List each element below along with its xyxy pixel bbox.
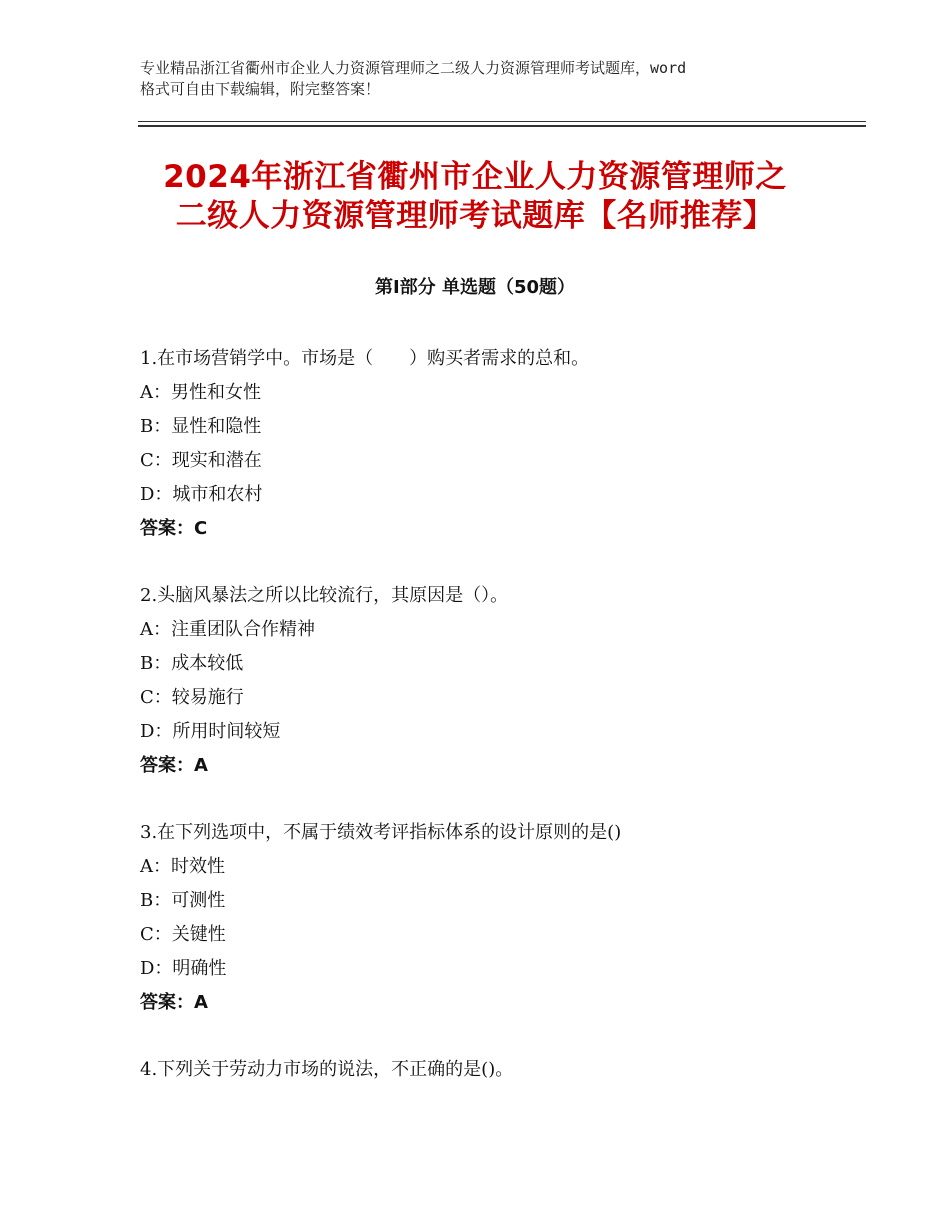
header-divider-thin: [138, 121, 866, 122]
header-note: [140, 58, 840, 100]
option-b: B：显性和隐性: [140, 416, 262, 437]
option-a: A：男性和女性: [140, 382, 261, 403]
question-3: [140, 816, 880, 1020]
option-b: B：成本较低: [140, 653, 244, 674]
question-2: [140, 579, 880, 783]
option-c: C：较易施行: [140, 687, 244, 708]
document-title: [100, 158, 850, 236]
document-title-line-2: 二级人力资源管理师考试题库【名师推荐】: [175, 198, 775, 234]
question-stem: 2.头脑风暴法之所以比较流行，其原因是（）。: [140, 585, 509, 606]
document-title-line-1: 2024年浙江省衢州市企业人力资源管理师之: [163, 159, 787, 195]
option-c: C：关键性: [140, 924, 226, 945]
question-stem: 4.下列关于劳动力市场的说法，不正确的是()。: [140, 1059, 514, 1080]
answer-label: 答案：A: [140, 755, 208, 776]
answer-label: 答案：C: [140, 518, 208, 539]
question-stem: 1.在市场营销学中。市场是（ ）购买者需求的总和。: [140, 348, 590, 369]
question-list: [140, 342, 880, 1120]
option-a: A：时效性: [140, 856, 225, 877]
question-1: [140, 342, 880, 546]
answer-label: 答案：A: [140, 992, 208, 1013]
option-d: D：城市和农村: [140, 484, 263, 505]
option-c: C：现实和潜在: [140, 450, 262, 471]
option-b: B：可测性: [140, 890, 226, 911]
header-divider-thick: [138, 125, 866, 127]
header-note-line-2: 格式可自由下载编辑，附完整答案！: [140, 80, 381, 98]
option-d: D：所用时间较短: [140, 721, 281, 742]
question-4: [140, 1053, 880, 1087]
question-stem: 3.在下列选项中，不属于绩效考评指标体系的设计原则的是(): [140, 822, 622, 843]
section-title: 第Ⅰ部分 单选题（50题）: [374, 277, 575, 298]
option-d: D：明确性: [140, 958, 227, 979]
header-note-line-1: 专业精品浙江省衢州市企业人力资源管理师之二级人力资源管理师考试题库，word: [140, 59, 687, 77]
option-a: A：注重团队合作精神: [140, 619, 315, 640]
